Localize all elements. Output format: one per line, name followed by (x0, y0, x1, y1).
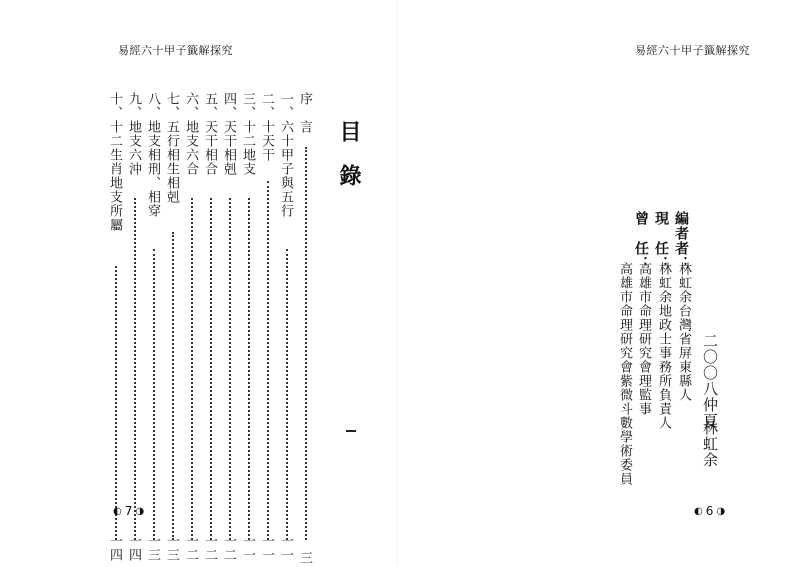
toc-leader-dots (172, 232, 174, 540)
toc-entry-label: 五、天干相合 (202, 92, 217, 176)
toc-entry-label: 九、地支六沖 (126, 92, 141, 176)
toc-entry (106, 92, 126, 562)
toc-entry-page: 一三 (145, 534, 160, 562)
toc-entry (220, 92, 240, 562)
left-page (0, 0, 396, 567)
toc-entry-label: 三、十二地支 (240, 92, 255, 176)
toc-leader-dots (248, 198, 250, 540)
toc-entry (144, 92, 164, 562)
toc-title: 目錄 (336, 120, 361, 208)
toc-entry-page: 一三 (164, 534, 179, 562)
toc-entry-label: 一、六十甲子與五行 (278, 92, 293, 218)
page-number-value: 7 (124, 504, 133, 518)
toc-entry (296, 92, 316, 565)
toc-entry (258, 92, 278, 562)
toc-leader-dots (305, 147, 307, 540)
former-position-value: 高雄市命理研究會紫微斗數學術委員 (617, 262, 632, 486)
author-signature: 林虹余 (701, 420, 719, 468)
toc-entry-label: 十、十二生肖地支所屬 (107, 92, 122, 232)
right-page (397, 0, 793, 567)
toc-entry-page: 一二 (183, 534, 198, 562)
toc-entry-page: 三 (297, 551, 312, 565)
toc-entry-label: 六、地支六合 (183, 92, 198, 176)
toc-entry-label: 八、地支相刑、相穿 (145, 92, 160, 218)
toc-leader-dots (229, 198, 231, 540)
toc-entry-label: 序 言 (297, 92, 312, 134)
current-position-label: 現 任： (653, 211, 669, 271)
current-position-value: 林虹余地政士事務所負責人 (656, 262, 671, 430)
toc-entry (163, 92, 183, 562)
toc-leader-dots (191, 198, 193, 540)
margin-mark (346, 430, 356, 432)
page-number-right (694, 504, 725, 518)
toc-leader-dots (210, 198, 212, 540)
ornament-icon: ◑ (716, 505, 726, 517)
toc-entry-label: 四、天干相剋 (221, 92, 236, 176)
ornament-icon: ◐ (694, 505, 703, 517)
toc-entry (277, 92, 297, 562)
toc-entry-label: 二、十天干 (259, 92, 274, 162)
compiler-label: 編者者： (673, 211, 689, 271)
compiler-value: 林虹余台灣省屏東縣人 (676, 262, 691, 402)
toc-entry (125, 92, 145, 562)
toc-leader-dots (115, 266, 117, 540)
toc-entry (239, 92, 259, 562)
toc-leader-dots (134, 198, 136, 540)
toc-leader-dots (267, 181, 269, 540)
page-number-left (113, 504, 144, 518)
toc-entry-page: 一四 (107, 534, 122, 562)
toc-entry-page: 一一 (240, 534, 255, 562)
toc-entry (201, 92, 221, 562)
toc-leader-dots (286, 249, 288, 540)
toc-entry-page: 一一 (259, 534, 274, 562)
toc-entry (182, 92, 202, 562)
current-position-value-2: 高雄市命理研究會理監事 (636, 262, 651, 416)
toc-entry-page: 一一 (278, 534, 293, 562)
toc-entry-page: 一二 (221, 534, 236, 562)
toc-leader-dots (153, 249, 155, 540)
running-header-right: 易經六十甲子籤解探究 (635, 44, 750, 57)
ornament-icon: ◐ (113, 505, 122, 517)
toc-entry-label: 七、五行相生相剋 (164, 92, 179, 204)
page-number-value: 6 (705, 504, 714, 518)
ornament-icon: ◑ (135, 505, 145, 517)
date-line: 二〇〇八仲夏 (701, 333, 719, 429)
toc-entry-page: 一四 (126, 534, 141, 562)
former-position-label: 曾 任： (633, 211, 649, 271)
toc-entry-page: 一二 (202, 534, 217, 562)
running-header-left: 易經六十甲子籤解探究 (118, 44, 233, 57)
